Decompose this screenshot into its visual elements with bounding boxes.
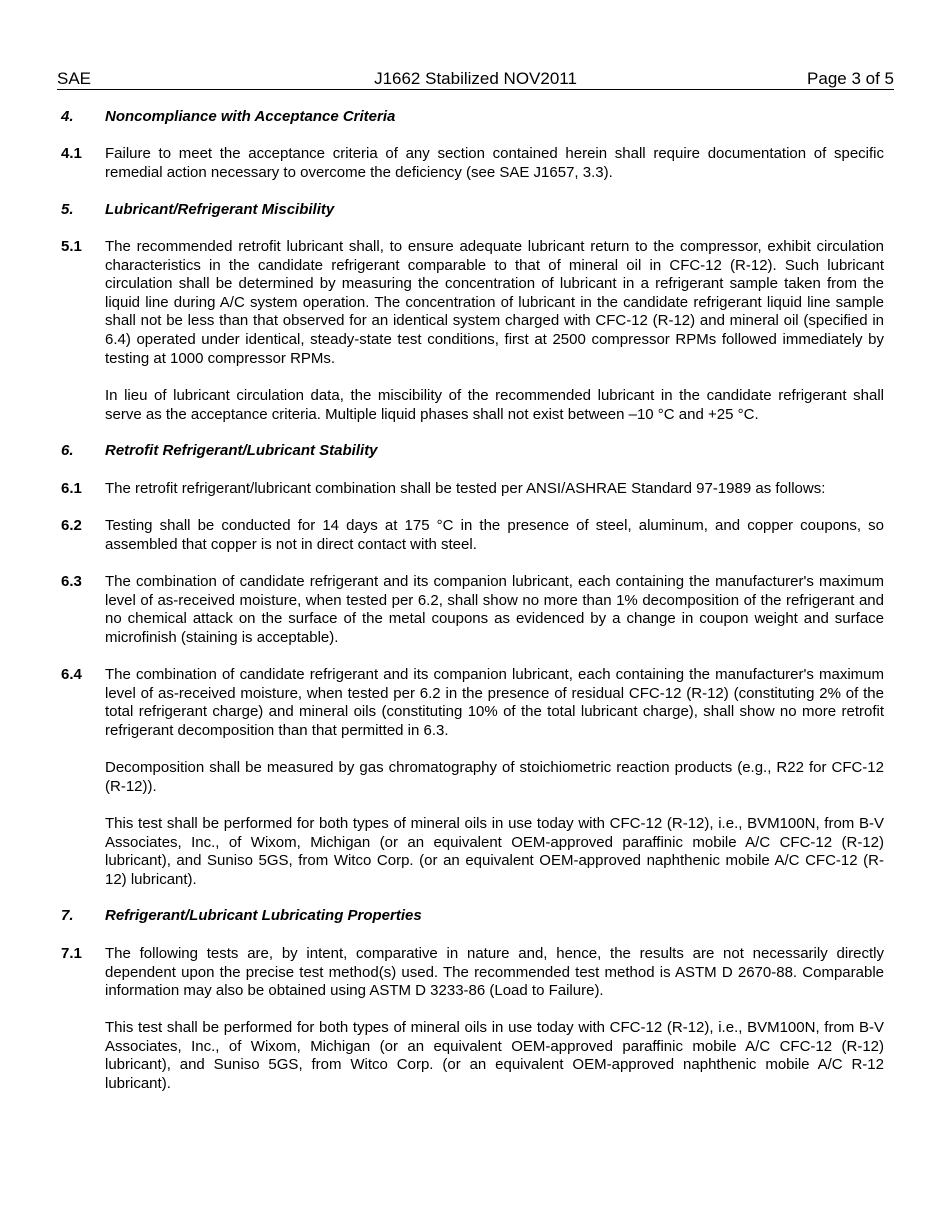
paragraph-6-2 (61, 517, 884, 554)
paragraph-5-1 (61, 238, 884, 368)
paragraph-6-4-decomposition (61, 759, 884, 796)
paragraph-7-1 (61, 945, 884, 1001)
section-7-heading (61, 907, 884, 926)
paragraph-text: The recommended retrofit lubricant shall, to ensure adequate lubricant return to the compressor, exhibit circulation characteristics in the candidate refrigerant comparable to that of mineral oil in CFC-12 (R-12). Such lubricant circulation shall be determined by measuring the concentration of lubricant in a refrigerant sample taken from the liquid line during A/C system operation. The concentration of lubricant in the candidate refrigerant liquid line sample shall not be less than that observed for an identical system charged with CFC-12 (R-12) and mineral oil (specified in 6.4) operated under identical, steady-state test conditions, first at 2500 compressor RPMs followed immediately by testing at 1000 compressor RPMs. (105, 238, 884, 367)
paragraph-6-3 (61, 573, 884, 647)
header-page-number: Page 3 of 5 (807, 69, 894, 88)
section-title: Noncompliance with Acceptance Criteria (105, 108, 396, 125)
paragraph-text: The combination of candidate refrigerant and its companion lubricant, each containing the manufacturer's maximum level of as-received moisture, when tested per 6.2, shall show no more than 1% decomposition of the refrigerant and no chemical attack on the surface of the metal coupons as evidenced by a change in coupon weight and surface microfinish (staining is acceptable). (105, 573, 884, 646)
section-4-heading (61, 108, 884, 127)
page-header (57, 69, 894, 90)
paragraph-number: 6.1 (61, 480, 82, 497)
section-title: Refrigerant/Lubricant Lubricating Properties (105, 907, 422, 924)
paragraph-6-1 (61, 480, 884, 499)
paragraph-text: In lieu of lubricant circulation data, the miscibility of the recommended lubricant in the candidate refrigerant shall serve as the acceptance criteria. Multiple liquid phases shall not exist between –10 °C and +25 °C. (105, 387, 884, 423)
section-number: 5. (61, 201, 74, 218)
header-doc-id: J1662 Stabilized NOV2011 (374, 69, 577, 88)
section-title: Lubricant/Refrigerant Miscibility (105, 201, 335, 218)
paragraph-5-1-continued (61, 387, 884, 424)
paragraph-text: This test shall be performed for both types of mineral oils in use today with CFC-12 (R-12), i.e., BVM100N, from B-V Associates, Inc., of Wixom, Michigan (or an equivalent OEM-approved paraffinic mobile A/C CFC-12 (R-12) lubricant), and Suniso 5GS, from Witco Corp. (or an equivalent OEM-approved naphthenic mobile A/C CFC-12 (R-12) lubricant). (105, 815, 884, 888)
paragraph-number: 5.1 (61, 238, 82, 255)
paragraph-text: Testing shall be conducted for 14 days at 175 °C in the presence of steel, aluminum, and copper coupons, so assembled that copper is not in direct contact with steel. (105, 517, 884, 553)
paragraph-6-4-mineral-oils (61, 815, 884, 889)
paragraph-text: The following tests are, by intent, comparative in nature and, hence, the results are not necessarily directly dependent upon the precise test method(s) used. The recommended test method is ASTM D 2670-88. Comparable information may also be obtained using ASTM D 3233-86 (Load to Failure). (105, 945, 884, 1000)
section-6-heading (61, 442, 884, 461)
section-5-heading (61, 201, 884, 220)
paragraph-number: 7.1 (61, 945, 82, 962)
paragraph-6-4 (61, 666, 884, 740)
paragraph-text: Failure to meet the acceptance criteria of any section contained herein shall require documentation of specific remedial action necessary to overcome the deficiency (see SAE J1657, 3.3). (105, 145, 884, 181)
paragraph-number: 6.2 (61, 517, 82, 534)
section-number: 7. (61, 907, 74, 924)
paragraph-number: 4.1 (61, 145, 82, 162)
paragraph-4-1 (61, 145, 884, 182)
header-org: SAE (57, 69, 92, 88)
paragraph-number: 6.4 (61, 666, 82, 683)
paragraph-number: 6.3 (61, 573, 82, 590)
paragraph-text: Decomposition shall be measured by gas chromatography of stoichiometric reaction products (e.g., R22 for CFC-12 (R-12)). (105, 759, 884, 795)
paragraph-text: The combination of candidate refrigerant and its companion lubricant, each containing the manufacturer's maximum level of as-received moisture, when tested per 6.2 in the presence of residual CFC-12 (R-12) (constituting 2% of the total refrigerant charge) and mineral oils (constituting 10% of the total lubricant charge), shall show no more retrofit refrigerant decomposition than that permitted in 6.3. (105, 666, 884, 739)
section-number: 6. (61, 442, 74, 459)
section-title: Retrofit Refrigerant/Lubricant Stability (105, 442, 378, 459)
paragraph-text: The retrofit refrigerant/lubricant combination shall be tested per ANSI/ASHRAE Standard 97-1989 as follows: (105, 480, 826, 497)
section-number: 4. (61, 108, 74, 125)
paragraph-7-1-mineral-oils (61, 1019, 884, 1093)
paragraph-text: This test shall be performed for both types of mineral oils in use today with CFC-12 (R-12), i.e., BVM100N, from B-V Associates, Inc., of Wixom, Michigan (or an equivalent OEM-approved paraffinic mobile A/C CFC-12 (R-12) lubricant), and Suniso 5GS, from Witco Corp. (or an equivalent OEM-approved naphthenic mobile A/C R-12 lubricant). (105, 1019, 884, 1092)
